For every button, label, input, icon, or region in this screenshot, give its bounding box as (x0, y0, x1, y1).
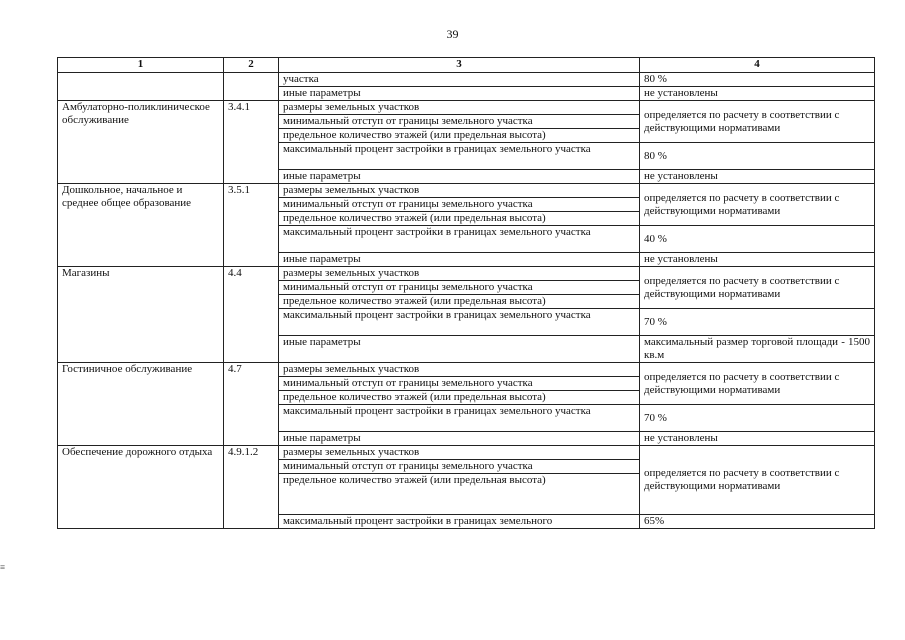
cell-value: 40 % (640, 226, 875, 253)
cell-value: 70 % (640, 405, 875, 432)
cell-param: размеры земельных участков (279, 267, 640, 281)
column-header-3: 3 (279, 58, 640, 73)
column-header-4: 4 (640, 58, 875, 73)
cell-code-empty (224, 73, 279, 101)
table-row (58, 184, 875, 198)
cell-use-code: 3.5.1 (224, 184, 279, 267)
cell-param: иные параметры (279, 87, 640, 101)
page-number: 39 (446, 27, 459, 41)
cell-param: минимальный отступ от границы земельного участка (279, 281, 640, 295)
cell-value: не установлены (640, 87, 875, 101)
cell-use-code: 3.4.1 (224, 101, 279, 184)
cell-use-name: Обеспечение дорожного отдыха (58, 446, 224, 529)
cell-value: определяется по расчету в соответствии с действующими нормативами (640, 184, 875, 226)
cell-param: минимальный отступ от границы земельного участка (279, 115, 640, 129)
table-row (58, 446, 875, 460)
table-row (58, 363, 875, 377)
cell-value: не установлены (640, 253, 875, 267)
cell-use-code: 4.7 (224, 363, 279, 446)
cell-param: размеры земельных участков (279, 101, 640, 115)
cell-use-code: 4.4 (224, 267, 279, 363)
cell-param: иные параметры (279, 432, 640, 446)
cell-param: иные параметры (279, 253, 640, 267)
cell-value: 65% (640, 515, 875, 529)
cell-use-name: Дошкольное, начальное и среднее общее образование (58, 184, 224, 267)
cell-value: максимальный размер торговой площади - 1500 кв.м (640, 336, 875, 363)
cell-param: максимальный процент застройки в границах земельного участка (279, 226, 640, 253)
table-header-row (58, 58, 875, 73)
cell-param: размеры земельных участков (279, 184, 640, 198)
cell-use-name: Амбулаторно-поликлиническое обслуживание (58, 101, 224, 184)
cell-param: предельное количество этажей (или предельная высота) (279, 295, 640, 309)
cell-param: минимальный отступ от границы земельного участка (279, 460, 640, 474)
table-row (58, 101, 875, 115)
cell-value: определяется по расчету в соответствии с действующими нормативами (640, 101, 875, 143)
table-row (58, 73, 875, 87)
cell-name-empty (58, 73, 224, 101)
zoning-parameters-table (57, 57, 875, 529)
cell-use-code: 4.9.1.2 (224, 446, 279, 529)
table-row (58, 267, 875, 281)
cell-value: 80 % (640, 143, 875, 170)
cell-value: определяется по расчету в соответствии с действующими нормативами (640, 446, 875, 515)
cell-param: минимальный отступ от границы земельного участка (279, 377, 640, 391)
cell-param: максимальный процент застройки в границах земельного участка (279, 309, 640, 336)
cell-param: иные параметры (279, 170, 640, 184)
cell-param: максимальный процент застройки в границах земельного (279, 515, 640, 529)
cell-value: 70 % (640, 309, 875, 336)
cell-value: определяется по расчету в соответствии с действующими нормативами (640, 363, 875, 405)
cell-param: предельное количество этажей (или предельная высота) (279, 212, 640, 226)
cell-param: предельное количество этажей (или предельная высота) (279, 391, 640, 405)
cell-param: размеры земельных участков (279, 446, 640, 460)
cell-param: размеры земельных участков (279, 363, 640, 377)
cell-value: определяется по расчету в соответствии с действующими нормативами (640, 267, 875, 309)
column-header-1: 1 (58, 58, 224, 73)
cell-param: максимальный процент застройки в границах земельного участка (279, 143, 640, 170)
column-header-2: 2 (224, 58, 279, 73)
cell-value: 80 % (640, 73, 875, 87)
cell-param: предельное количество этажей (или предельная высота) (279, 474, 640, 515)
cell-param: предельное количество этажей (или предельная высота) (279, 129, 640, 143)
cell-param: максимальный процент застройки в границах земельного участка (279, 405, 640, 432)
margin-binding-mark: ≡ (0, 562, 6, 572)
cell-param: минимальный отступ от границы земельного участка (279, 198, 640, 212)
cell-use-name: Гостиничное обслуживание (58, 363, 224, 446)
cell-use-name: Магазины (58, 267, 224, 363)
cell-param: участка (279, 73, 640, 87)
cell-value: не установлены (640, 432, 875, 446)
cell-param: иные параметры (279, 336, 640, 363)
cell-value: не установлены (640, 170, 875, 184)
